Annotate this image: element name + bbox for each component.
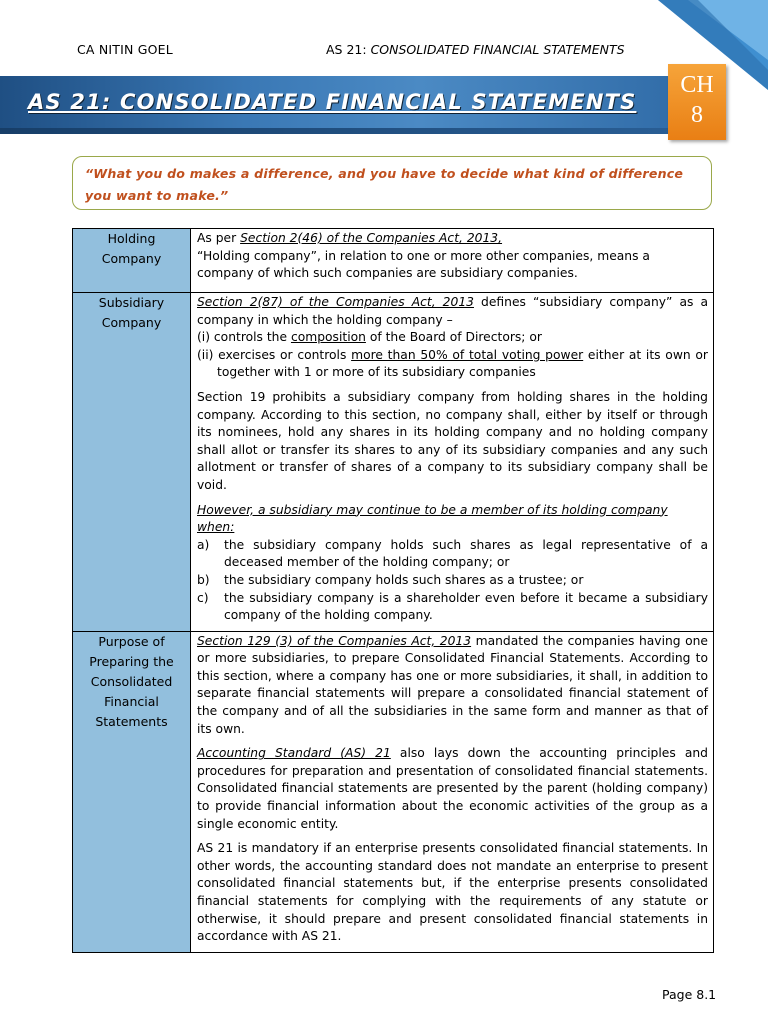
- subsidiary-section-ref: Section 2(87) of the Companies Act, 2013: [197, 295, 474, 309]
- quote-box: “What you do makes a difference, and you have to decide what kind of difference you want to make.”: [72, 156, 712, 210]
- row-content-subsidiary: [191, 293, 714, 632]
- clause-ii-underlined: more than 50% of total voting power: [351, 347, 584, 362]
- subsidiary-clause-ii: [197, 347, 708, 382]
- header-standard: [326, 42, 625, 57]
- list-item-text: the subsidiary company holds such shares as a trustee; or: [224, 572, 584, 587]
- row-label-holding: Holding Company: [73, 229, 191, 293]
- as21-paragraph: [197, 745, 708, 833]
- as21-ref: Accounting Standard (AS) 21: [197, 746, 391, 761]
- header-standard-prefix: AS 21:: [326, 42, 371, 57]
- header-standard-title: CONSOLIDATED FINANCIAL STATEMENTS: [370, 42, 625, 57]
- exception-list: [197, 537, 708, 625]
- section-19-paragraph: Section 19 prohibits a subsidiary company from holding shares in the holding company. According to this section, no company shall, either by itself or through its nominees, hold any shares in its holding company and no holding company shall allot or transfer its shares to any of its subsidiary companies and any such allotment or transfer of shares of a company to its subsidiary company shall be void.: [197, 389, 708, 492]
- page-title: AS 21: CONSOLIDATED FINANCIAL STATEMENTS: [28, 90, 637, 114]
- holding-prefix: As per: [197, 231, 241, 245]
- list-item-text: the subsidiary company is a shareholder even before it became a subsidiary company of the holding company.: [224, 590, 708, 623]
- clause-i-prefix: (i) controls the: [197, 330, 291, 345]
- row-content-purpose: [191, 631, 714, 952]
- as21-text: also lays down the accounting principles and procedures for preparation and presentation of consolidated financial statements. Consolidated financial statements are presented by the parent (holding company) to provide financial information about the economic activities of the group as a single economic entity.: [197, 746, 708, 831]
- subsidiary-clause-i: [197, 329, 708, 347]
- clause-i-suffix: of the Board of Directors; or: [365, 330, 542, 345]
- subsidiary-intro: [197, 294, 708, 329]
- clause-ii-prefix: (ii) exercises or controls: [197, 347, 352, 362]
- section-129-text: mandated the companies having one or more subsidiaries, to prepare Consolidated Financial Statements. According to this section, where a company has one or more subsidiaries, it shall, in addition to separate financial statements will prepare a consolidated financial statement of the company and of all the subsidiaries in the same form and manner as that of its own.: [197, 633, 709, 736]
- table-row-subsidiary: [73, 293, 714, 632]
- subsidiary-intro-text: defines “subsidiary company” as a company in which the holding company –: [197, 295, 708, 327]
- page-number: Page 8.1: [662, 987, 717, 1002]
- list-item-text: the subsidiary company holds such shares as legal representative of a deceased member of the holding company; or: [224, 537, 708, 570]
- section-129-paragraph: [197, 633, 708, 739]
- list-marker: c): [197, 590, 209, 605]
- section-129-ref: Section 129 (3) of the Companies Act, 2013: [197, 633, 472, 648]
- holding-text: “Holding company”, in relation to one or more other companies, means a company of which such companies are subsidiary companies.: [197, 248, 650, 281]
- header-author: CA NITIN GOEL: [77, 42, 173, 57]
- row-label-purpose: Purpose of Preparing the Consolidated Financial Statements: [73, 631, 191, 952]
- list-item: [197, 572, 708, 590]
- list-marker: a): [197, 537, 210, 552]
- chapter-badge-number: 8: [691, 102, 703, 128]
- chapter-badge: [668, 64, 726, 140]
- clause-ii-suffix: either at its own or together with 1 or more of its subsidiary companies: [217, 347, 708, 380]
- exception-heading: However, a subsidiary may continue to be a member of its holding company when:: [197, 502, 668, 535]
- mandatory-paragraph: AS 21 is mandatory if an enterprise presents consolidated financial statements. In other words, the accounting standard does not mandate an enterprise to present consolidated financial statements but, if the enterprise presents consolidated financial statements for complying with the requirements of any statute or otherwise, it should prepare and present consolidated financial statements in accordance with AS 21.: [197, 841, 708, 944]
- holding-definition: [197, 230, 708, 283]
- row-content-holding: [191, 229, 714, 293]
- definitions-table: [72, 228, 714, 953]
- clause-i-underlined: composition: [290, 330, 366, 345]
- row-label-subsidiary: Subsidiary Company: [73, 293, 191, 632]
- list-item: [197, 537, 708, 572]
- table-row-holding: [73, 229, 714, 293]
- list-marker: b): [197, 572, 210, 587]
- subsidiary-definition: [197, 294, 708, 382]
- table-row-purpose: [73, 631, 714, 952]
- holding-section-ref: Section 2(46) of the Companies Act, 2013,: [240, 231, 503, 245]
- list-item: [197, 590, 708, 625]
- chapter-badge-label: CH: [680, 72, 714, 98]
